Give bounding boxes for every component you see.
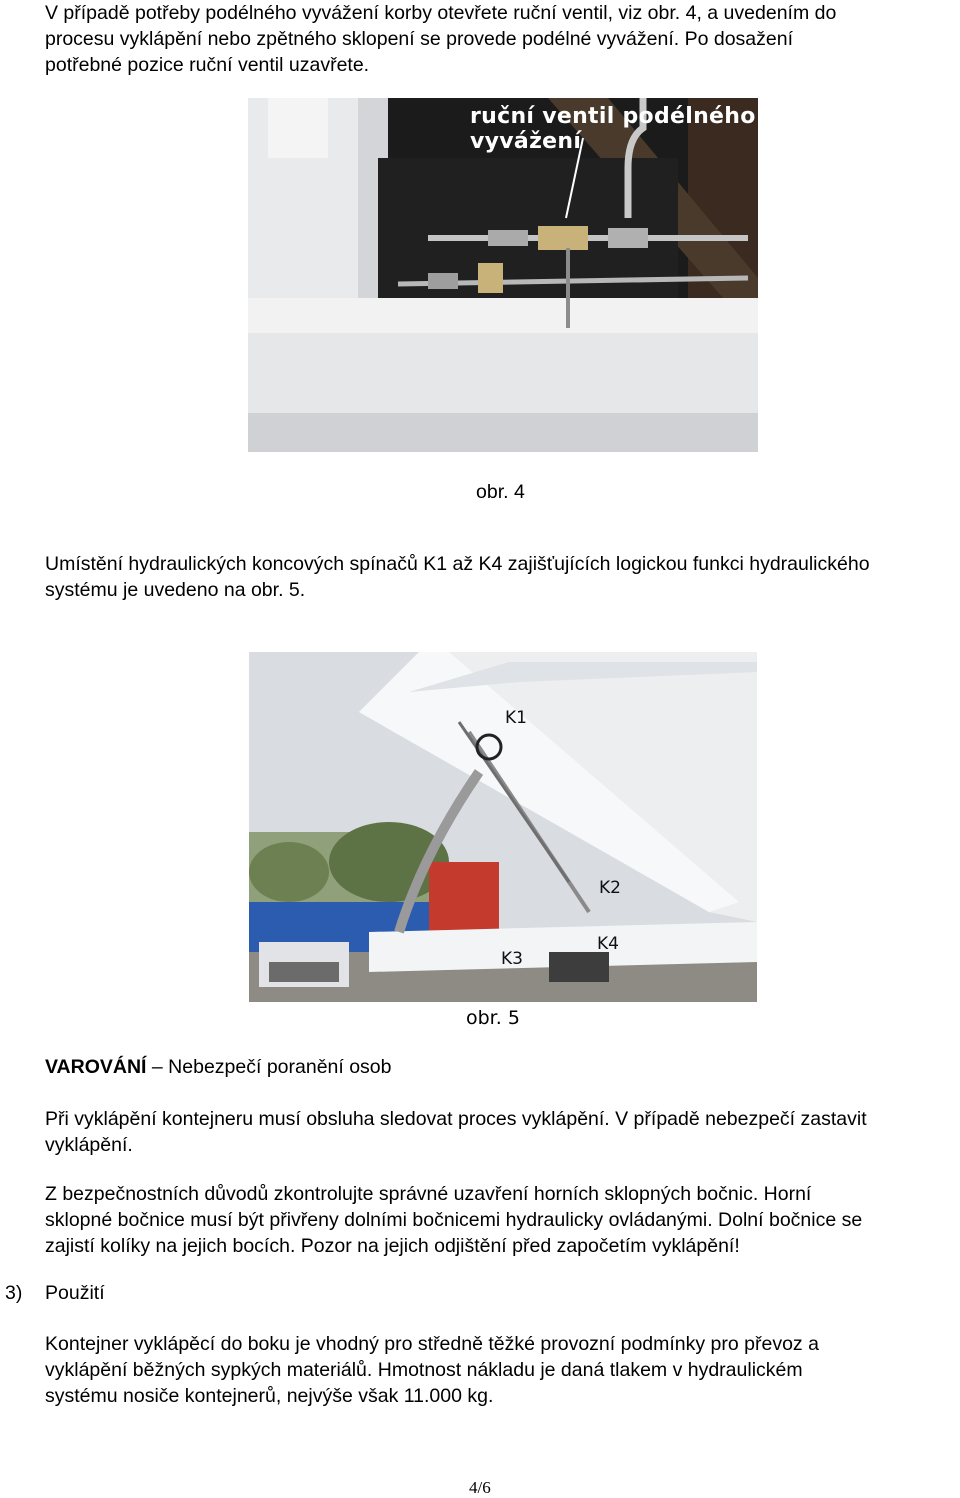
warning-title: VAROVÁNÍ: [45, 1056, 147, 1078]
section-number: 3): [5, 1282, 23, 1304]
usage-paragraph: [45, 1331, 960, 1409]
usage-line: systému nosiče kontejnerů, nejvýše však 11.000 kg.: [45, 1385, 494, 1407]
section-title: Použití: [45, 1282, 105, 1304]
switch-label-k2: K2: [599, 878, 621, 898]
switch-label-k1: K1: [505, 708, 527, 728]
valve-label-line1: ruční ventil podélného: [470, 104, 756, 129]
intro-line: potřebné pozice ruční ventil uzavřete.: [45, 54, 370, 76]
figure-5-photo: [249, 652, 757, 1002]
warning-line: vyklápění.: [45, 1134, 133, 1156]
switches-paragraph: [45, 551, 960, 603]
valve-label-line2: vyvážení: [470, 129, 582, 154]
warning-paragraph-1: [45, 1106, 960, 1158]
intro-line: procesu vyklápění nebo zpětného sklopení se provede podélné vyvážení. Po dosažení: [45, 28, 794, 50]
intro-paragraph: [45, 0, 960, 78]
warning-line: zajistí kolíky na jejich bocích. Pozor na jejich odjištění před započetím vyklápění!: [45, 1235, 740, 1257]
usage-line: vyklápění běžných sypkých materiálů. Hmotnost nákladu je daná tlakem v hydraulickém: [45, 1359, 803, 1381]
figure-5-caption: obr. 5: [466, 1007, 520, 1029]
warning-dash: –: [146, 1056, 169, 1078]
warning-subtitle: Nebezpečí poranění osob: [168, 1056, 392, 1078]
figure-4-caption: obr. 4: [476, 481, 525, 503]
switches-line: systému je uvedeno na obr. 5.: [45, 579, 306, 601]
warning-heading: [45, 1056, 392, 1079]
figure-4-photo: [248, 98, 758, 452]
switch-label-k3: K3: [501, 949, 523, 969]
page-number: 4/6: [469, 1478, 491, 1497]
intro-line: V případě potřeby podélného vyvážení korby otevřete ruční ventil, viz obr. 4, a uvedením do: [45, 2, 837, 24]
warning-paragraph-2: [45, 1181, 960, 1259]
switch-label-k4: K4: [597, 934, 619, 954]
warning-line: Z bezpečnostních důvodů zkontrolujte správné uzavření horních sklopných bočnic. Horní: [45, 1183, 812, 1205]
switches-line: Umístění hydraulických koncových spínačů K1 až K4 zajišťujících logickou funkci hydraulického: [45, 553, 870, 575]
warning-line: sklopné bočnice musí být přivřeny dolními bočnicemi hydraulicky ovládanými. Dolní bočnice se: [45, 1209, 863, 1231]
warning-line: Při vyklápění kontejneru musí obsluha sledovat proces vyklápění. V případě nebezpečí zastavit: [45, 1108, 867, 1130]
usage-line: Kontejner vyklápěcí do boku je vhodný pro středně těžké provozní podmínky pro převoz a: [45, 1333, 819, 1355]
